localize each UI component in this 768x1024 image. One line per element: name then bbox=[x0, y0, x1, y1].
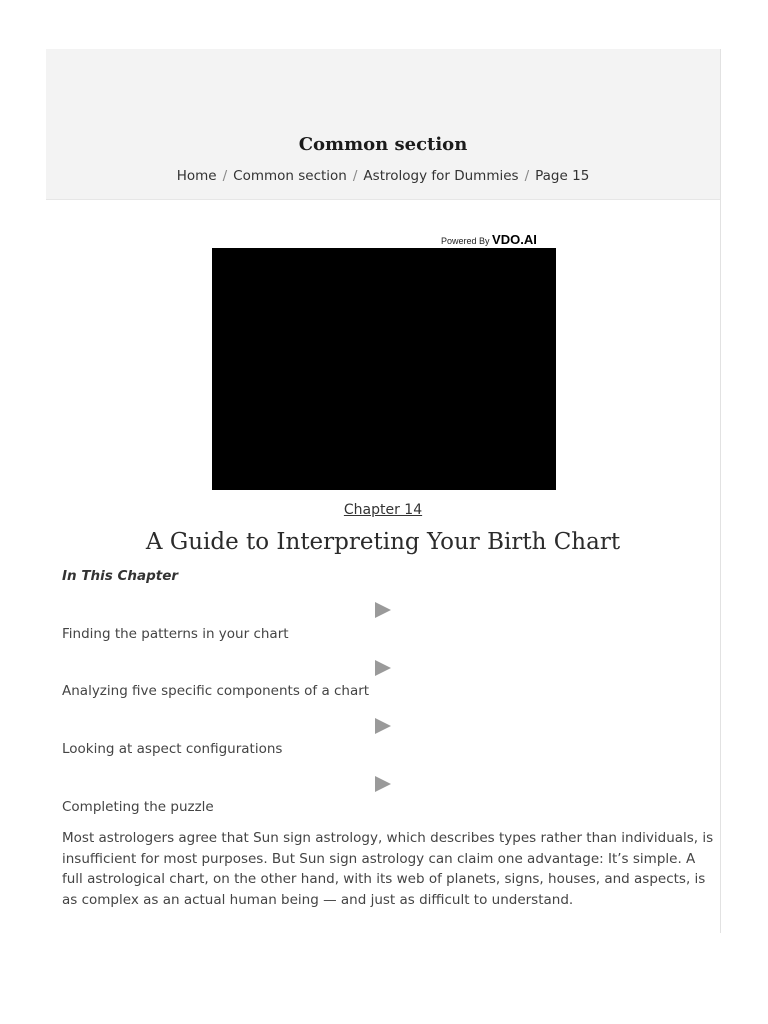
vdo-ai-logo: VDO.AI bbox=[492, 232, 537, 247]
list-item: Looking at aspect configurations bbox=[62, 741, 283, 757]
chapter-title: A Guide to Interpreting Your Birth Chart bbox=[145, 529, 621, 555]
chapter-link[interactable]: Chapter 14 bbox=[343, 502, 423, 518]
breadcrumb bbox=[46, 168, 720, 184]
breadcrumb-astrology-for-dummies[interactable]: Astrology for Dummies bbox=[363, 168, 519, 184]
page-title: Common section bbox=[298, 134, 468, 155]
triangle-right-icon bbox=[375, 718, 391, 734]
triangle-right-icon bbox=[375, 602, 391, 618]
breadcrumb-separator: / bbox=[222, 168, 228, 184]
content-page bbox=[46, 49, 721, 933]
breadcrumb-separator: / bbox=[352, 168, 358, 184]
video-player[interactable] bbox=[212, 248, 556, 490]
list-item: Finding the patterns in your chart bbox=[62, 626, 289, 642]
triangle-right-icon bbox=[375, 776, 391, 792]
vdo-ai-attribution[interactable] bbox=[441, 232, 537, 247]
in-this-chapter-heading: In This Chapter bbox=[62, 568, 179, 584]
breadcrumb-home[interactable]: Home bbox=[176, 168, 217, 184]
triangle-right-icon bbox=[375, 660, 391, 676]
powered-by-label: Powered By bbox=[441, 236, 490, 246]
page-header bbox=[46, 49, 720, 200]
list-item: Analyzing five specific components of a chart bbox=[62, 683, 370, 699]
list-item: Completing the puzzle bbox=[62, 799, 214, 815]
breadcrumb-separator: / bbox=[524, 168, 530, 184]
breadcrumb-common-section[interactable]: Common section bbox=[233, 168, 347, 184]
chapter-intro-paragraph: Most astrologers agree that Sun sign astrology, which describes types rather than individuals, is insufficient for most purposes. But Sun sign astrology can claim one advantage: It’s simple. A full astrological chart, on the other hand, with its web of planets, signs, houses, and aspects, is as complex as an actual human being — and just as difficult to understand. bbox=[62, 830, 714, 908]
breadcrumb-current-page: Page 15 bbox=[535, 168, 590, 184]
